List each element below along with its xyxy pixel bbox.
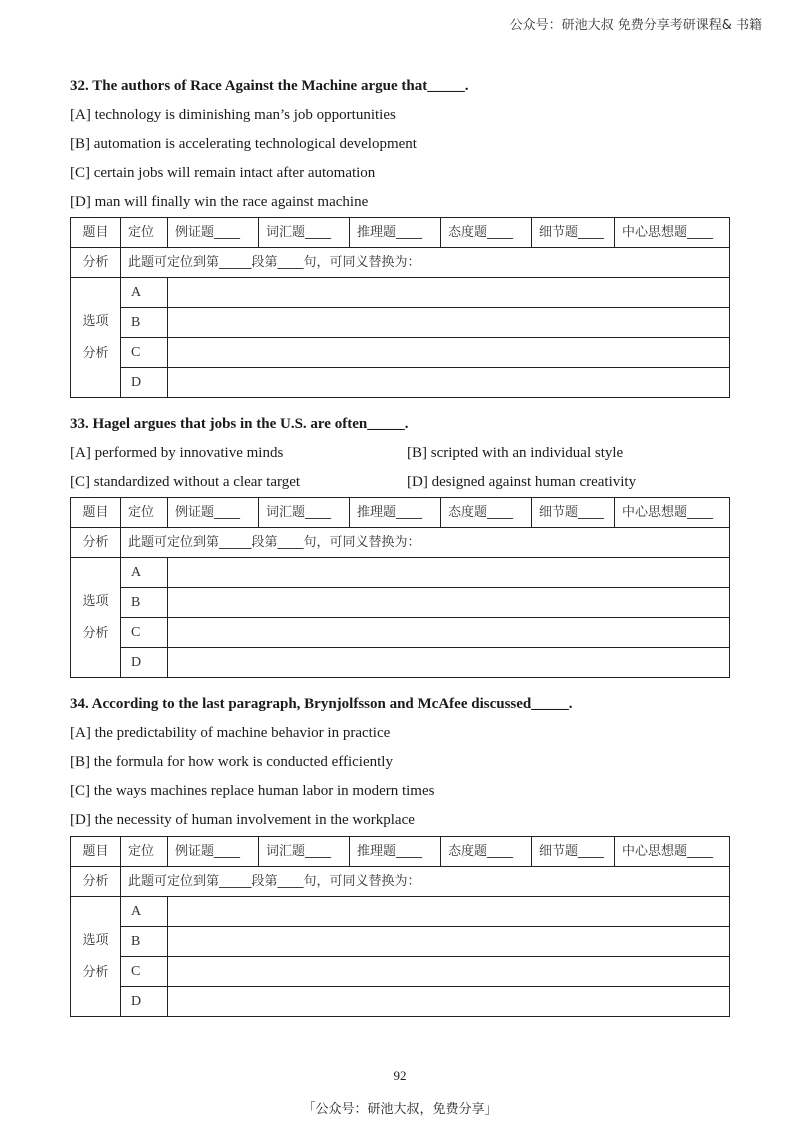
type-detail: 细节题____ bbox=[532, 218, 615, 248]
type-detail: 细节题____ bbox=[532, 837, 615, 867]
option-letter: B bbox=[121, 308, 168, 338]
option-c: [C] the ways machines replace human labor in modern times bbox=[70, 783, 435, 799]
row-label-analysis: 分析 bbox=[71, 867, 121, 897]
option-a: [A] the predictability of machine behavior in practice bbox=[70, 725, 391, 741]
row-label-question: 题目 bbox=[71, 498, 121, 528]
option-d: [D] man will finally win the race against machine bbox=[70, 194, 369, 210]
options-analysis-label: 选项 分析 bbox=[71, 558, 121, 678]
analysis-table bbox=[70, 217, 730, 398]
type-main-idea: 中心思想题____ bbox=[615, 498, 730, 528]
type-detail: 细节题____ bbox=[532, 498, 615, 528]
type-inference: 推理题____ bbox=[350, 498, 441, 528]
option-d: [D] designed against human creativity bbox=[407, 474, 637, 490]
question-32 bbox=[70, 72, 730, 217]
option-analysis-cell[interactable] bbox=[168, 278, 730, 308]
option-analysis-cell[interactable] bbox=[168, 618, 730, 648]
option-b: [B] scripted with an individual style bbox=[407, 445, 624, 461]
type-example: 例证题____ bbox=[168, 498, 259, 528]
options-row bbox=[70, 468, 730, 497]
row-label-question: 题目 bbox=[71, 218, 121, 248]
row-label-question: 题目 bbox=[71, 837, 121, 867]
locate-sentence: 此题可定位到第_____段第____句，可同义替换为： bbox=[121, 248, 730, 278]
option-letter: D bbox=[121, 368, 168, 398]
options-analysis-label: 选项 分析 bbox=[71, 278, 121, 398]
type-inference: 推理题____ bbox=[350, 837, 441, 867]
option-c: [C] standardized without a clear target bbox=[70, 474, 301, 490]
footer-note: 「公众号：研池大叔，免费分享」 bbox=[302, 1102, 498, 1117]
option-d: [D] the necessity of human involvement in the workplace bbox=[70, 812, 415, 828]
option-analysis-cell[interactable] bbox=[168, 897, 730, 927]
type-example: 例证题____ bbox=[168, 837, 259, 867]
locate-sentence: 此题可定位到第_____段第____句，可同义替换为： bbox=[121, 867, 730, 897]
options-analysis-label: 选项 分析 bbox=[71, 897, 121, 1017]
type-inference: 推理题____ bbox=[350, 218, 441, 248]
question-33 bbox=[70, 410, 730, 497]
type-main-idea: 中心思想题____ bbox=[615, 218, 730, 248]
option-a: [A] performed by innovative minds bbox=[70, 445, 284, 461]
type-attitude: 态度题____ bbox=[441, 218, 532, 248]
option-analysis-cell[interactable] bbox=[168, 558, 730, 588]
type-vocabulary: 词汇题____ bbox=[259, 837, 350, 867]
locate-label: 定位 bbox=[121, 498, 168, 528]
analysis-table-32-wrap bbox=[70, 217, 730, 398]
option-analysis-cell[interactable] bbox=[168, 648, 730, 678]
option-analysis-cell[interactable] bbox=[168, 927, 730, 957]
option-analysis-cell[interactable] bbox=[168, 368, 730, 398]
page-number: 92 bbox=[393, 1068, 407, 1083]
locate-sentence: 此题可定位到第_____段第____句，可同义替换为： bbox=[121, 528, 730, 558]
option-letter: A bbox=[121, 278, 168, 308]
option-b: [B] the formula for how work is conducted efficiently bbox=[70, 754, 393, 770]
type-example: 例证题____ bbox=[168, 218, 259, 248]
option-c: [C] certain jobs will remain intact after automation bbox=[70, 165, 376, 181]
question-title: 34. According to the last paragraph, Brynjolfsson and McAfee discussed_____. bbox=[70, 696, 573, 712]
analysis-table-34-wrap bbox=[70, 836, 730, 1017]
type-main-idea: 中心思想题____ bbox=[615, 837, 730, 867]
option-analysis-cell[interactable] bbox=[168, 987, 730, 1017]
analysis-table bbox=[70, 497, 730, 678]
question-title: 33. Hagel argues that jobs in the U.S. are often_____. bbox=[70, 416, 409, 432]
analysis-table bbox=[70, 836, 730, 1017]
option-analysis-cell[interactable] bbox=[168, 957, 730, 987]
header-note: 公众号：研池大叔 免费分享考研课程& 书籍 bbox=[509, 18, 762, 33]
options-row bbox=[70, 439, 730, 468]
row-label-analysis: 分析 bbox=[71, 248, 121, 278]
option-letter: D bbox=[121, 987, 168, 1017]
option-letter: A bbox=[121, 897, 168, 927]
option-a: [A] technology is diminishing man’s job opportunities bbox=[70, 107, 396, 123]
option-letter: C bbox=[121, 618, 168, 648]
option-analysis-cell[interactable] bbox=[168, 588, 730, 618]
question-title: 32. The authors of Race Against the Machine argue that_____. bbox=[70, 78, 469, 94]
option-analysis-cell[interactable] bbox=[168, 338, 730, 368]
option-letter: B bbox=[121, 588, 168, 618]
question-34 bbox=[70, 690, 730, 835]
option-letter: C bbox=[121, 338, 168, 368]
type-vocabulary: 词汇题____ bbox=[259, 498, 350, 528]
option-letter: D bbox=[121, 648, 168, 678]
option-letter: A bbox=[121, 558, 168, 588]
row-label-analysis: 分析 bbox=[71, 528, 121, 558]
type-vocabulary: 词汇题____ bbox=[259, 218, 350, 248]
locate-label: 定位 bbox=[121, 837, 168, 867]
type-attitude: 态度题____ bbox=[441, 498, 532, 528]
option-letter: C bbox=[121, 957, 168, 987]
option-analysis-cell[interactable] bbox=[168, 308, 730, 338]
option-b: [B] automation is accelerating technological development bbox=[70, 136, 417, 152]
locate-label: 定位 bbox=[121, 218, 168, 248]
analysis-table-33-wrap bbox=[70, 497, 730, 678]
option-letter: B bbox=[121, 927, 168, 957]
type-attitude: 态度题____ bbox=[441, 837, 532, 867]
